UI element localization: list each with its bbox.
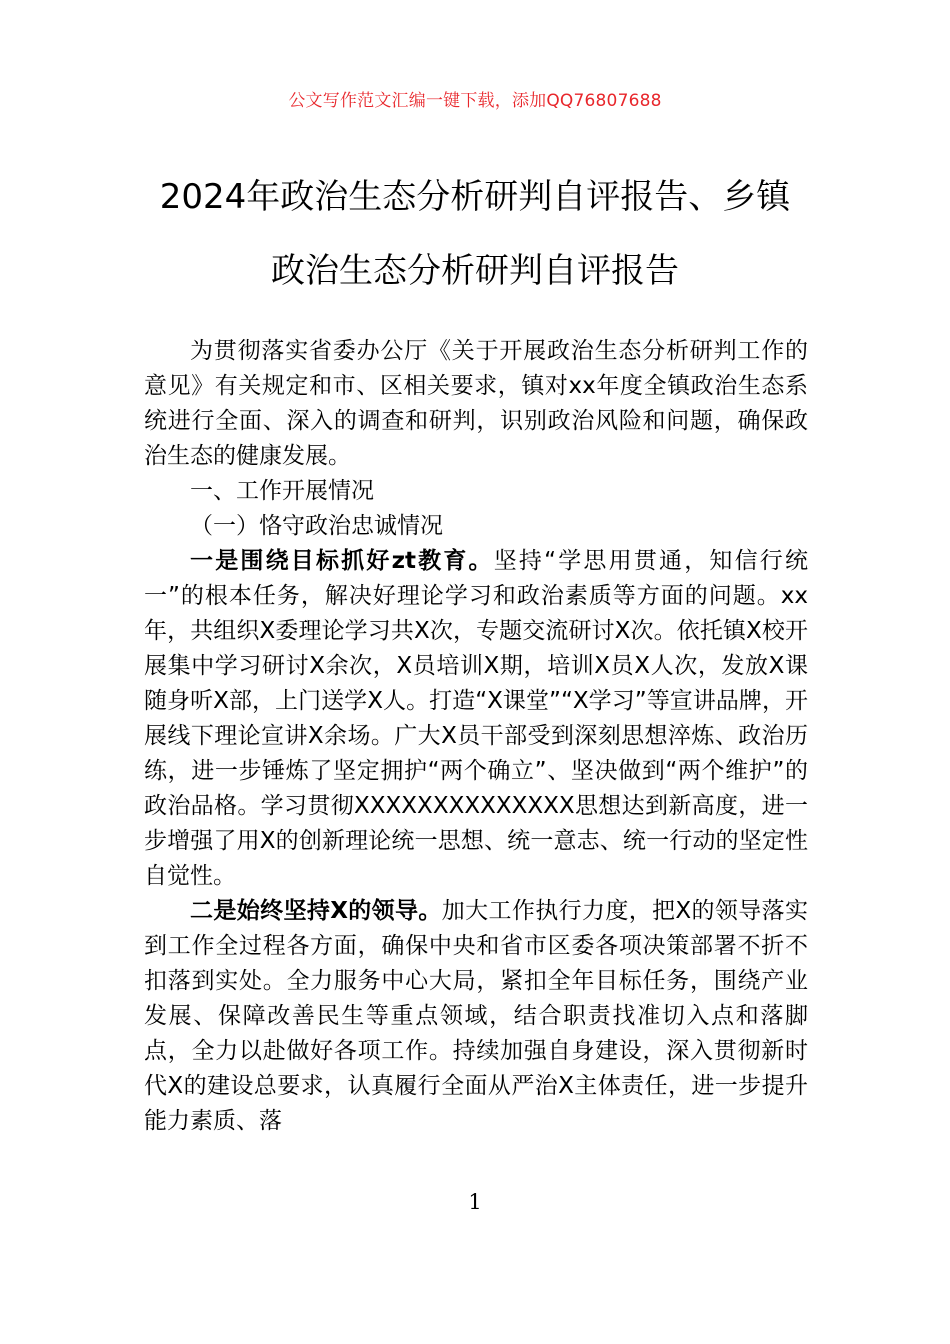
paragraph-1-body: 坚持“学思用贯通，知信行统一”的根本任务，解决好理论学习和政治素质等方面的问题。xx年，共组织X委理论学习共X次，专题交流研讨X次。依托镇X校开展集中学习研讨X余次，X员培训X期，培训X员X人次，发放X课随身听X部，上门送学X人。打造“X课堂”“X学习”等宣讲品牌，开展线下理论宣讲X余场。广大X员干部受到深刻思想淬炼、政治历练，进一步锤炼了坚定拥护“两个确立”、坚决做到“两个维护”的政治品格。学习贯彻XXXXXXXXXXXXXX思想达到新高度，进一步增强了用X的创新理论统一思想、统一意志、统一行动的坚定性自觉性。 bbox=[144, 548, 808, 889]
paragraph-1 bbox=[144, 544, 808, 894]
page-number: 1 bbox=[468, 1190, 482, 1214]
paragraph-1-lead: 一是围绕目标抓好zt教育。 bbox=[190, 548, 494, 574]
title-line-1: 2024年政治生态分析研判自评报告、乡镇 bbox=[159, 177, 791, 217]
download-watermark: 公文写作范文汇编一键下载，添加QQ76807688 bbox=[288, 91, 662, 111]
title-line-2: 政治生态分析研判自评报告 bbox=[271, 251, 679, 291]
document-body bbox=[144, 334, 808, 1139]
subsection-heading: （一）恪守政治忠诚情况 bbox=[190, 513, 443, 539]
section-heading: 一、工作开展情况 bbox=[190, 478, 374, 504]
paragraph-2-lead: 二是始终坚持X的领导。 bbox=[190, 898, 442, 924]
intro-paragraph: 为贯彻落实省委办公厅《关于开展政治生态分析研判工作的意见》有关规定和市、区相关要求，镇对xx年度全镇政治生态系统进行全面、深入的调查和研判，识别政治风险和问题，确保政治生态的健康发展。 bbox=[144, 338, 808, 469]
paragraph-2-body: 加大工作执行力度，把X的领导落实到工作全过程各方面，确保中央和省市区委各项决策部署不折不扣落到实处。全力服务中心大局，紧扣全年目标任务，围绕产业发展、保障改善民生等重点领域，结合职责找准切入点和落脚点，全力以赴做好各项工作。持续加强自身建设，深入贯彻新时代X的建设总要求，认真履行全面从严治X主体责任，进一步提升能力素质、落 bbox=[144, 898, 809, 1134]
document-title bbox=[80, 160, 870, 308]
paragraph-2 bbox=[144, 894, 808, 1139]
